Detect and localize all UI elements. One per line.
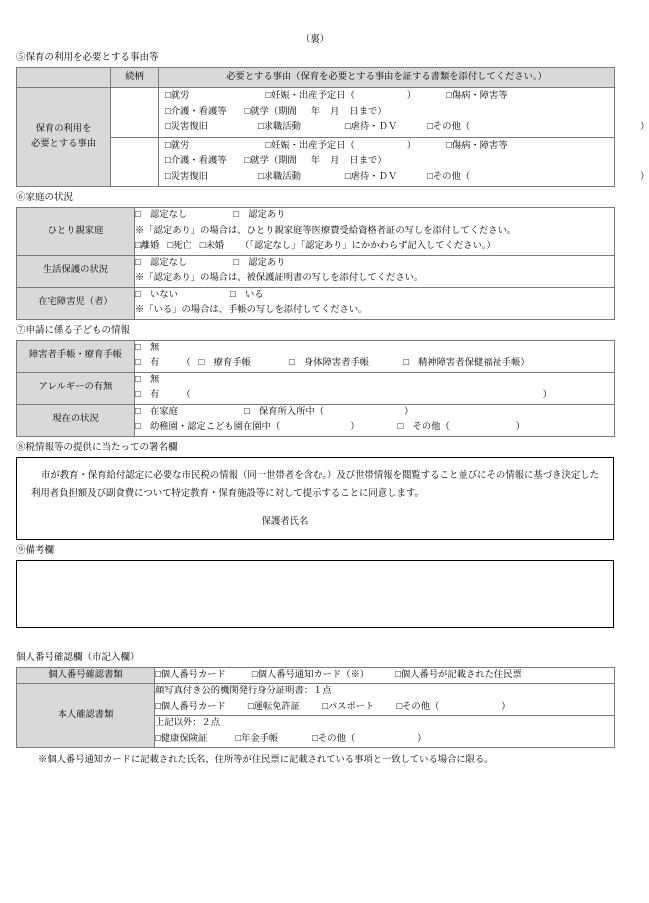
checkbox-option[interactable]: [248, 702, 300, 712]
static-text: ）: [515, 422, 526, 432]
checkbox-label: 災害復旧: [170, 122, 208, 132]
static-text: 日まで）: [349, 156, 387, 166]
option-line: [135, 388, 614, 404]
static-text: 年: [310, 156, 321, 166]
checkbox-option[interactable]: [165, 122, 208, 132]
option-line: [135, 271, 614, 287]
checkbox-label: 妊娠・出産予定日（: [271, 140, 355, 151]
checkbox-option[interactable]: [396, 702, 439, 712]
row-label: アレルギーの有無: [17, 372, 135, 404]
mynumber-footnote: ※個人番号通知カードに記載された氏名、住所等が住民票に記載されている事項と一致している場合に限る。: [38, 755, 494, 765]
checkbox-option[interactable]: [235, 734, 278, 744]
static-text: ）: [640, 122, 649, 132]
relation-input-cell-1[interactable]: [111, 88, 159, 138]
static-text: ）: [417, 733, 427, 744]
static-text: ）: [501, 701, 511, 712]
group-a-options: [155, 700, 614, 716]
mynumber-doc-options: [155, 667, 615, 684]
checkbox-option[interactable]: [345, 122, 397, 132]
checkbox-option[interactable]: [245, 156, 297, 166]
checkbox-option[interactable]: [258, 122, 301, 132]
option-line: [135, 288, 614, 304]
checkbox-label: 就学（期間: [250, 106, 297, 117]
static-text: ※「いる」の場合は、手帳の写しを添付してください。: [135, 305, 368, 315]
section-5-heading: ⑤保育の利用を必要とする事由等: [16, 53, 159, 63]
static-text: （: [181, 358, 191, 368]
checkbox-label: 身体障害者手帳: [294, 358, 370, 368]
checkbox-label: 認定あり: [239, 210, 286, 220]
checkbox-option[interactable]: [427, 122, 470, 132]
checkbox-option[interactable]: [135, 290, 178, 300]
option-line: [135, 405, 614, 421]
checkbox-option[interactable]: [312, 734, 355, 744]
table-row: [17, 255, 615, 287]
checkbox-option[interactable]: [165, 107, 227, 117]
checkbox-option[interactable]: [165, 156, 227, 166]
checkbox-option[interactable]: [167, 241, 191, 251]
identity-group-a: [155, 684, 615, 716]
checkbox-label: その他（: [403, 422, 450, 432]
checkbox-option[interactable]: [446, 91, 508, 101]
checkbox-option[interactable]: [200, 241, 224, 251]
checkbox-label: いる: [235, 289, 264, 300]
reason-lines-2: [165, 139, 649, 186]
table-row: [17, 208, 615, 256]
remarks-box[interactable]: [16, 560, 614, 628]
option-line: [135, 239, 614, 255]
option-line: [135, 373, 614, 389]
checkbox-option[interactable]: [345, 172, 397, 182]
checkbox-label: 運転免許証: [253, 701, 301, 712]
checkbox-label: 災害復旧: [170, 171, 208, 182]
checkbox-label: 求職活動: [263, 122, 301, 132]
section-6-body: [17, 208, 615, 320]
checkbox-label: 無: [140, 342, 160, 353]
section-7-heading: ⑦申請に係る子どもの情報: [16, 325, 131, 336]
option-line: [135, 224, 614, 240]
checkbox-option[interactable]: [165, 172, 208, 182]
checkbox-label: その他（: [317, 733, 356, 744]
checkbox-option[interactable]: [446, 141, 508, 151]
static-text: （: [181, 390, 191, 400]
checkbox-label: 妊娠・出産予定日（: [271, 91, 355, 101]
static-text: ）: [542, 390, 552, 400]
table-row: [17, 88, 615, 138]
checkbox-label: 個人番号カード: [160, 669, 226, 680]
section-7-table: [16, 340, 615, 437]
option-line: [135, 356, 614, 372]
option-line: [135, 420, 614, 436]
row-label: 現在の状況: [17, 404, 135, 436]
row-label: 障害者手帳・療育手帳: [17, 340, 135, 372]
table-header-row: [17, 68, 615, 88]
checkbox-option[interactable]: [135, 258, 187, 268]
relation-input-cell-2[interactable]: [111, 137, 159, 187]
section-5-row-label-line1: 保育の利用を: [35, 124, 92, 134]
checkbox-label: 就労: [170, 140, 190, 151]
section-5-row-label-line2: 必要とする事由: [30, 139, 97, 149]
checkbox-option[interactable]: [427, 172, 470, 182]
checkbox-option[interactable]: [230, 290, 264, 300]
checkbox-option[interactable]: [135, 343, 159, 353]
static-text: ）: [404, 406, 414, 417]
identity-doc-label: 本人確認書類: [17, 684, 155, 748]
checkbox-label: 虐待・ＤＶ: [350, 122, 398, 132]
checkbox-label: 有: [140, 390, 160, 400]
option-line: [135, 208, 614, 224]
checkbox-label: 認定なし: [140, 257, 188, 268]
section-5-row-label: [17, 88, 111, 187]
checkbox-option[interactable]: [322, 702, 374, 712]
checkbox-label: 無: [140, 374, 160, 385]
group-b-title: 上記以外：２点: [155, 718, 221, 728]
checkbox-option[interactable]: [135, 375, 159, 385]
checkbox-label: 虐待・ＤＶ: [350, 171, 398, 182]
consent-box: [16, 457, 614, 540]
column-header-reason: 必要とする事由（保育を必要とする事由を証する書類を添付してください。）: [159, 68, 615, 88]
section-5-corner-cell: [17, 68, 111, 88]
mynumber-table: [16, 667, 615, 749]
section-6-heading: ⑥家庭の状況: [16, 193, 74, 203]
checkbox-option[interactable]: [265, 91, 354, 101]
mynumber-doc-label: 個人番号確認書類: [17, 667, 155, 684]
static-text: 日まで）: [349, 106, 387, 117]
row-label: 生活保護の状況: [17, 255, 135, 287]
checkbox-label: 個人番号カード: [160, 701, 226, 712]
checkbox-option[interactable]: [233, 210, 285, 220]
reason-lines-1: [165, 89, 649, 136]
static-text: ）: [406, 91, 417, 101]
group-b-options: [155, 732, 614, 748]
table-row: [17, 340, 615, 372]
checkbox-option[interactable]: [135, 422, 280, 432]
section-6-table: [16, 207, 615, 320]
checkbox-option[interactable]: [258, 172, 301, 182]
checkbox-label: 年金手帳: [241, 733, 279, 744]
checkbox-option[interactable]: [165, 141, 189, 151]
option-line: [165, 170, 649, 186]
checkbox-label: 就労: [170, 91, 190, 101]
table-row: [17, 667, 615, 684]
static-text: 月: [330, 156, 340, 166]
checkbox-label: 傷病・障害等: [451, 140, 508, 151]
checkbox-option[interactable]: [135, 210, 187, 220]
option-line: [135, 256, 614, 272]
row-content: [135, 340, 615, 372]
checkbox-option[interactable]: [289, 358, 369, 368]
table-row: [17, 684, 615, 716]
checkbox-label: 療育手帳: [204, 358, 251, 368]
checkbox-option[interactable]: [155, 734, 207, 744]
option-line: [135, 341, 614, 357]
option-line: [155, 668, 614, 684]
checkbox-label: 個人番号が記載された住民票: [400, 669, 522, 680]
row-content: [135, 287, 615, 319]
checkbox-option[interactable]: [252, 670, 369, 680]
checkbox-label: 求職活動: [263, 171, 301, 182]
mynumber-heading: 個人番号確認欄（市記入欄）: [16, 652, 140, 663]
checkbox-option[interactable]: [245, 107, 297, 117]
option-line: [165, 105, 614, 121]
table-row: [17, 287, 615, 319]
checkbox-label: 傷病・障害等: [451, 91, 508, 101]
reason-group-1: [159, 88, 649, 138]
checkbox-option[interactable]: [398, 422, 450, 432]
checkbox-option[interactable]: [403, 358, 530, 368]
row-content: [135, 255, 615, 287]
option-line: [165, 139, 614, 155]
row-label: ひとり親家庭: [17, 208, 135, 256]
section-7-body: [17, 340, 615, 436]
checkbox-label: 認定なし: [140, 210, 188, 220]
group-a-title: 顔写真付き公的機関発行身分証明書：１点: [155, 686, 332, 696]
option-line: [165, 120, 649, 136]
consent-text: 市が教育・保育給付認定に必要な市民税の情報（同一世帯者を含む。）及び世帯情報を閲覧すること並びにその情報に基づき決定した利用者負担額及び副食費について特定教育・保育施設等に対して提示することに同意します。: [31, 470, 599, 499]
static-text: ）: [350, 422, 360, 432]
checkbox-label: 健康保険証: [160, 733, 208, 744]
checkbox-label: 在家庭: [140, 406, 178, 417]
checkbox-label: 認定あり: [239, 257, 286, 268]
checkbox-label: その他（: [432, 122, 471, 132]
reason-group-2: [159, 137, 649, 187]
checkbox-option[interactable]: [233, 258, 285, 268]
section-5-table: [16, 67, 649, 187]
static-text: 月: [330, 106, 340, 117]
checkbox-option[interactable]: [135, 390, 159, 400]
table-row: [17, 372, 615, 404]
checkbox-label: 保育所入所中（: [249, 406, 325, 417]
column-header-relation: 続柄: [111, 68, 159, 88]
row-content: [135, 208, 615, 256]
checkbox-label: 精神障害者保健福祉手帳）: [408, 358, 530, 368]
row-label: 在宅障害児（者）: [17, 287, 135, 319]
checkbox-option[interactable]: [155, 670, 226, 680]
checkbox-option[interactable]: [165, 91, 189, 101]
identity-group-b: [155, 716, 615, 748]
checkbox-label: 個人番号通知カード（※）: [257, 669, 370, 680]
checkbox-label: 有: [140, 358, 160, 368]
option-line: [165, 154, 614, 170]
section-8-heading: ⑧税情報等の提供に当たっての署名欄: [16, 442, 178, 453]
checkbox-option[interactable]: [265, 141, 354, 151]
checkbox-label: パスポート: [327, 701, 375, 712]
checkbox-option[interactable]: [155, 702, 226, 712]
checkbox-label: 幼稚園・認定こども園在園中（: [140, 422, 281, 432]
static-text: ※「認定あり」の場合は、ひとり親家庭等医療費受給資格者証の写しを添付してください。: [135, 225, 517, 236]
checkbox-label: 離婚: [140, 241, 160, 251]
checkbox-label: その他（: [402, 701, 440, 712]
static-text: 年: [310, 106, 321, 117]
checkbox-label: その他（: [432, 171, 471, 182]
checkbox-option[interactable]: [244, 407, 324, 417]
row-content: [135, 372, 615, 404]
guardian-signature-label[interactable]: 保護者氏名: [261, 516, 309, 527]
checkbox-label: 未婚: [205, 241, 225, 251]
checkbox-label: 介護・看護等: [170, 156, 227, 166]
option-line: [165, 89, 614, 105]
checkbox-label: 死亡: [173, 241, 192, 251]
static-text: ）: [406, 140, 417, 151]
table-row: [17, 404, 615, 436]
checkbox-label: いない: [140, 289, 178, 300]
checkbox-option[interactable]: [135, 241, 159, 251]
checkbox-label: 就学（期間: [250, 156, 297, 166]
checkbox-option[interactable]: [135, 358, 159, 368]
row-content: [135, 404, 615, 436]
static-text: ※「認定あり」の場合は、被保護証明書の写しを添付してください。: [135, 273, 424, 283]
option-line: [135, 303, 614, 319]
page-side-marker: （裏）: [300, 35, 330, 45]
static-text: （「認定なし」「認定あり」にかかわらず記入してください。）: [240, 241, 496, 251]
checkbox-option[interactable]: [395, 670, 522, 680]
checkbox-label: 介護・看護等: [170, 106, 227, 117]
checkbox-option[interactable]: [199, 358, 251, 368]
static-text: ）: [640, 171, 649, 182]
checkbox-option[interactable]: [135, 407, 178, 417]
section-9-heading: ⑨備考欄: [16, 545, 55, 556]
